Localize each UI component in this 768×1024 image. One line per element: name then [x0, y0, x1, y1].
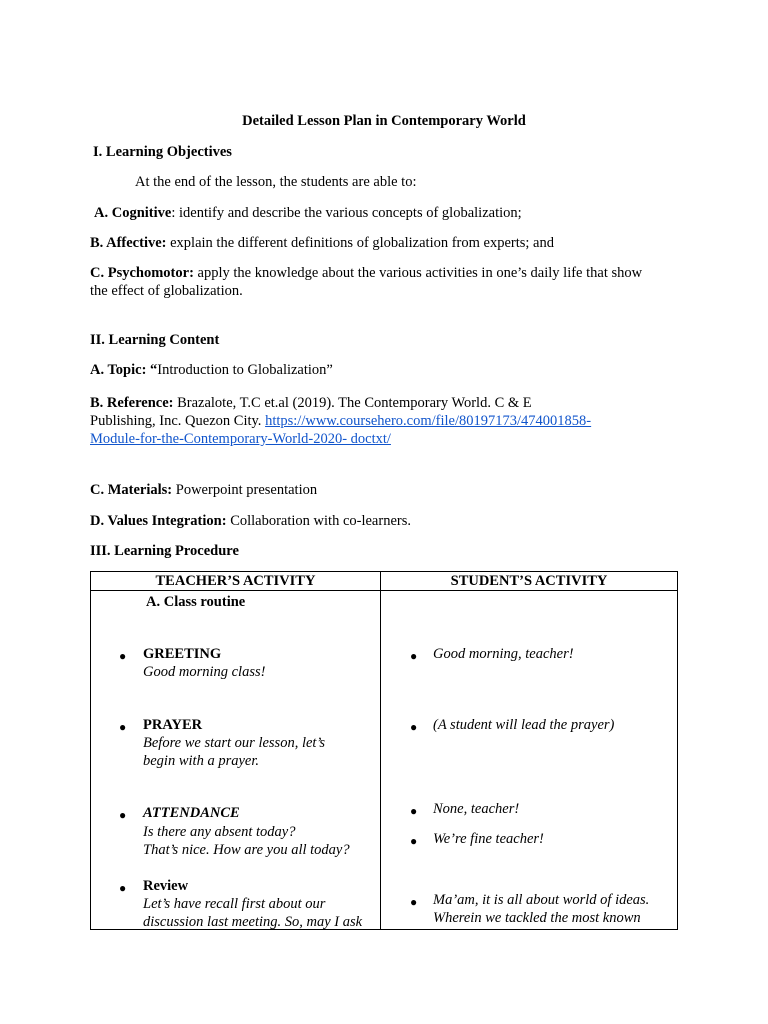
- document-title: Detailed Lesson Plan in Contemporary World: [242, 113, 526, 129]
- bullet-icon: ●: [119, 720, 127, 734]
- reference-link-part-1: https://www.coursehero.com/file/80197173/474001858-: [265, 413, 592, 429]
- review-title: Review: [143, 878, 189, 894]
- student-prayer: (A student will lead the prayer): [433, 717, 615, 733]
- attendance-line-2: That’s nice. How are you all today?: [143, 842, 350, 858]
- greeting-line: Good morning class!: [143, 664, 266, 680]
- cognitive-text: : identify and describe the various concepts of globalization;: [171, 205, 522, 221]
- greeting-title: GREETING: [143, 646, 222, 662]
- student-fine: We’re fine teacher!: [433, 831, 544, 847]
- procedure-table: [90, 571, 678, 930]
- psychomotor-label: C. Psychomotor:: [90, 265, 194, 281]
- bullet-icon: ●: [119, 881, 127, 895]
- bullet-icon: ●: [410, 649, 418, 663]
- objective-affective: [90, 234, 554, 252]
- psychomotor-text-1: apply the knowledge about the various activities in one’s daily life that show: [193, 265, 643, 281]
- materials-text: Powerpoint presentation: [172, 482, 318, 498]
- review-line-2: discussion last meeting. So, may I ask: [143, 914, 363, 930]
- affective-label: B. Affective:: [90, 235, 167, 251]
- topic-label: A. Topic: “: [90, 362, 158, 378]
- content-topic: [90, 361, 333, 379]
- reference-text-2: Publishing, Inc. Quezon City.: [90, 413, 266, 429]
- bullet-icon: ●: [119, 808, 127, 822]
- psychomotor-text-2: the effect of globalization.: [90, 283, 243, 299]
- content-values: [90, 512, 411, 530]
- prayer-title: PRAYER: [143, 717, 203, 733]
- student-review-line-2: Wherein we tackled the most known: [433, 910, 641, 926]
- prayer-line-2: begin with a prayer.: [143, 753, 259, 769]
- teacher-activity-cell: [91, 591, 381, 930]
- affective-text: explain the different definitions of globalization from experts; and: [166, 235, 554, 251]
- objective-psychomotor: [90, 264, 642, 300]
- objectives-heading: I. Learning Objectives: [93, 144, 232, 160]
- student-activity-header: STUDENT’S ACTIVITY: [381, 572, 678, 591]
- attendance-title: ATTENDANCE: [143, 805, 240, 821]
- bullet-icon: ●: [410, 895, 418, 909]
- bullet-icon: ●: [410, 804, 418, 818]
- table-header-row: [91, 572, 678, 591]
- values-label: D. Values Integration:: [90, 513, 227, 529]
- prayer-line-1: Before we start our lesson, let’s: [143, 735, 326, 751]
- procedure-heading: III. Learning Procedure: [90, 543, 239, 559]
- review-line-1: Let’s have recall first about our: [143, 896, 326, 912]
- values-text: Collaboration with co-learners.: [226, 513, 411, 529]
- cognitive-label: A. Cognitive: [94, 205, 172, 221]
- objectives-intro: At the end of the lesson, the students are able to:: [135, 174, 417, 190]
- teacher-activity-header: TEACHER’S ACTIVITY: [91, 572, 381, 591]
- reference-label: B. Reference:: [90, 395, 174, 411]
- bullet-icon: ●: [119, 649, 127, 663]
- student-review-line-1: Ma’am, it is all about world of ideas.: [433, 892, 650, 908]
- content-heading: II. Learning Content: [90, 332, 220, 348]
- class-routine-label: A. Class routine: [146, 594, 246, 610]
- content-materials: [90, 481, 317, 499]
- attendance-line-1: Is there any absent today?: [143, 824, 296, 840]
- bullet-icon: ●: [410, 720, 418, 734]
- bullet-icon: ●: [410, 834, 418, 848]
- student-greeting: Good morning, teacher!: [433, 646, 574, 662]
- reference-text-1: Brazalote, T.C et.al (2019). The Contemporary World. C & E: [173, 395, 532, 411]
- reference-link-part-2: Module-for-the-Contemporary-World-2020- doctxt/: [90, 431, 391, 447]
- materials-label: C. Materials:: [90, 482, 173, 498]
- table-row: [91, 591, 678, 930]
- content-reference: [90, 394, 591, 448]
- topic-text: Introduction to Globalization”: [157, 362, 333, 378]
- student-none: None, teacher!: [433, 801, 520, 817]
- student-activity-cell: [381, 591, 678, 930]
- objective-cognitive: [94, 204, 522, 222]
